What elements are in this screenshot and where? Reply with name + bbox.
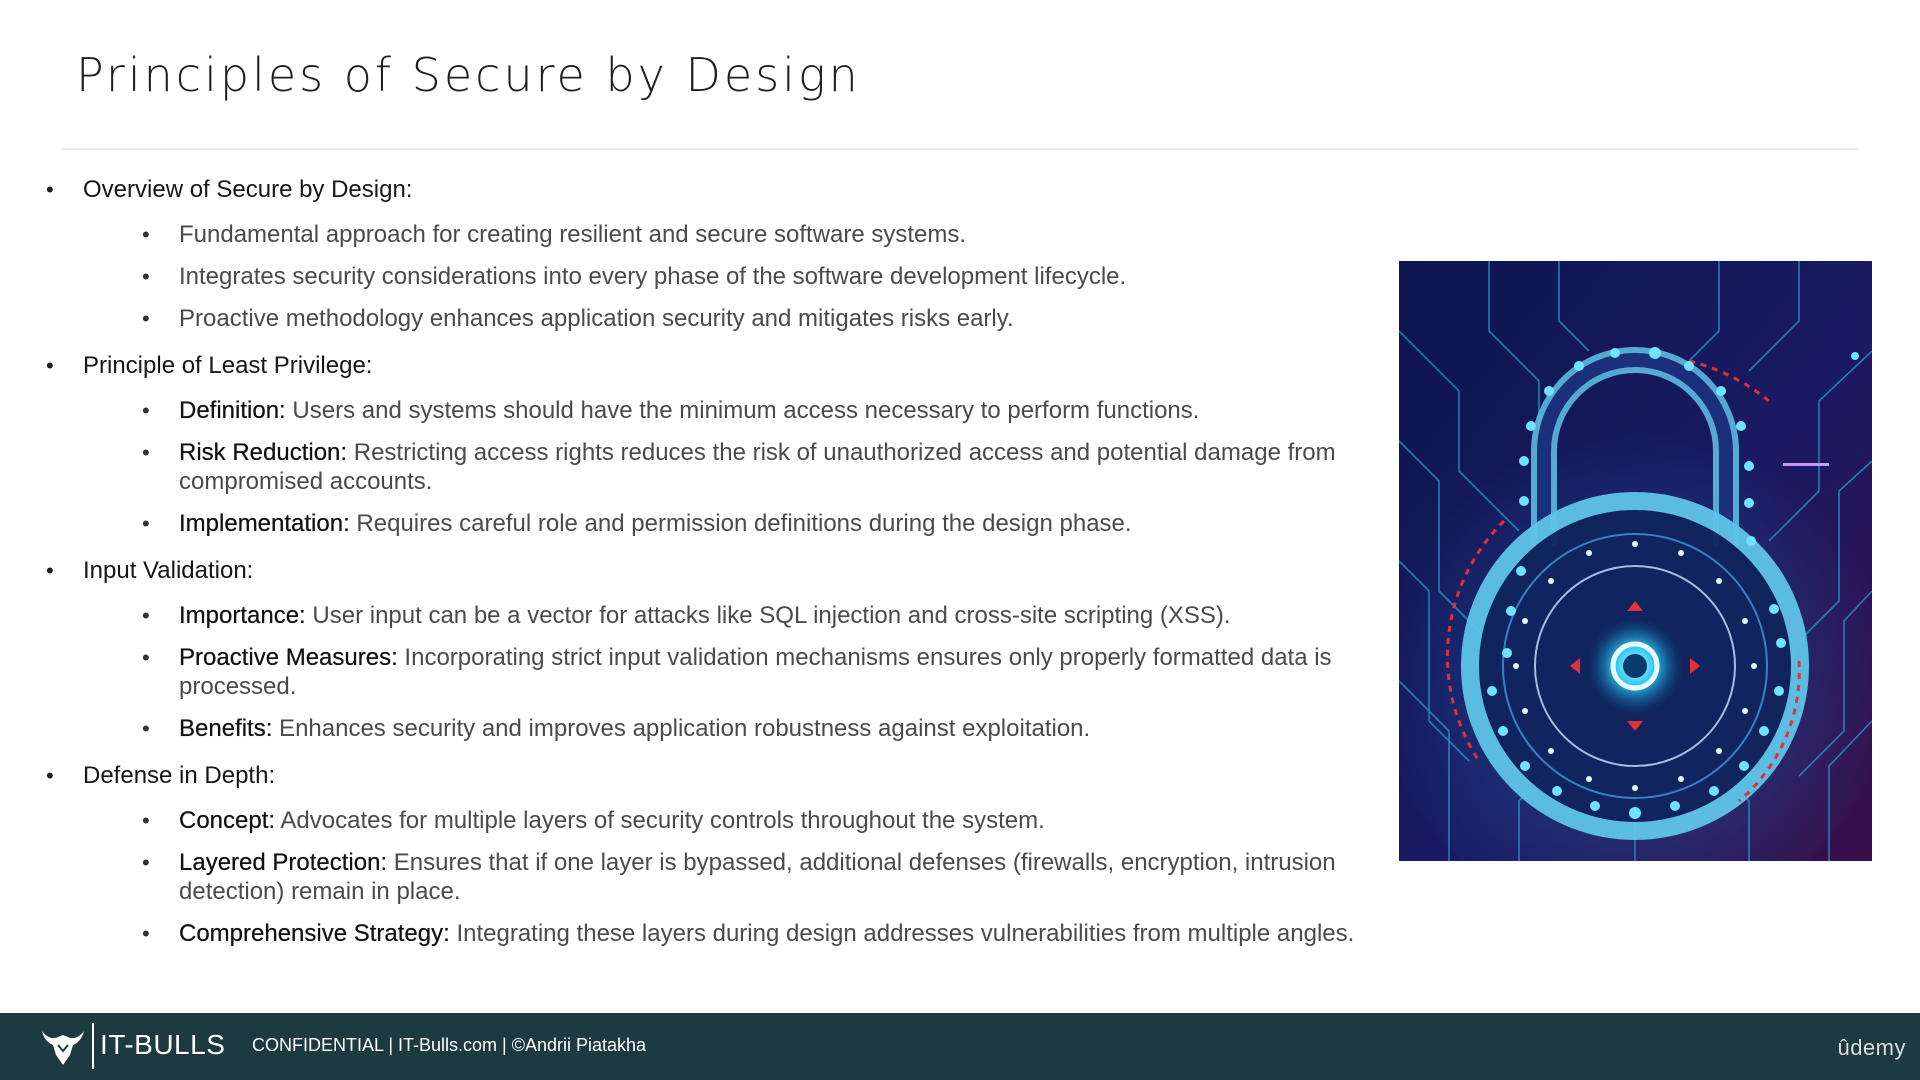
- bullet-text: Users and systems should have the minimum access necessary to perform functions.: [285, 397, 1200, 424]
- bullet-text: Integrates security considerations into every phase of the software development lifecycle.: [179, 263, 1127, 290]
- bullet-label: Implementation:: [179, 510, 350, 537]
- bullet-label: Comprehensive Strategy:: [179, 920, 450, 947]
- sub-bullet: [46, 806, 1386, 835]
- section-heading: • Input Validation:: [46, 551, 1386, 591]
- bullet-label: Importance:: [179, 602, 306, 629]
- section-overview: [46, 170, 1386, 333]
- bullet-text: Requires careful role and permission definitions during the design phase.: [349, 510, 1132, 537]
- section-heading: • Defense in Depth:: [46, 756, 1386, 796]
- sub-bullet: [46, 262, 1386, 291]
- bullet-text: User input can be a vector for attacks like SQL injection and cross-site scripting (XSS).: [305, 602, 1231, 629]
- bullet-text: Advocates for multiple layers of security controls throughout the system.: [275, 807, 1045, 834]
- padlock-circuit-icon: [1399, 261, 1872, 861]
- sub-bullet: [46, 220, 1386, 249]
- bullet-label: Concept:: [179, 807, 276, 834]
- bullet-label: Risk Reduction:: [179, 439, 348, 466]
- bullet-text: Ensures that if one layer is bypassed, additional defenses (firewalls, encryption, intrusion detection) remain in place.: [179, 849, 1336, 905]
- bullet-label: Definition:: [179, 397, 286, 424]
- sub-bullet: [46, 601, 1386, 630]
- section-heading: • Principle of Least Privilege:: [46, 346, 1386, 386]
- title-divider: [62, 148, 1858, 150]
- footer-info: CONFIDENTIAL | IT-Bulls.com | ©Andrii Piatakha: [252, 1035, 647, 1055]
- sub-bullet: [46, 396, 1386, 425]
- logo-divider: [92, 1023, 94, 1069]
- bullet-label: Benefits:: [179, 715, 273, 742]
- sub-bullet-list: [46, 806, 1386, 948]
- sub-bullet: [46, 714, 1386, 743]
- sub-bullet: [46, 848, 1386, 906]
- bullet-label: Proactive Measures:: [179, 644, 398, 671]
- bullet-content: [46, 170, 1386, 961]
- sub-bullet-list: [46, 396, 1386, 538]
- company-logo-text: IT-BULLS: [100, 1029, 226, 1060]
- sub-bullet-list: [46, 220, 1386, 333]
- sub-bullet: [46, 643, 1386, 701]
- bullet-text: Incorporating strict input validation mechanisms ensures only properly formatted data is processed.: [179, 644, 1332, 700]
- bullet-text: Enhances security and improves application robustness against exploitation.: [272, 715, 1091, 742]
- bullet-text: Integrating these layers during design addresses vulnerabilities from multiple angles.: [449, 920, 1355, 947]
- section-heading: • Overview of Secure by Design:: [46, 170, 1386, 210]
- bullet-label: Layered Protection:: [179, 849, 388, 876]
- footer-bar: [0, 1013, 1920, 1080]
- sub-bullet: [46, 304, 1386, 333]
- sub-bullet: [46, 919, 1386, 948]
- sub-bullet: [46, 509, 1386, 538]
- section-least-privilege: [46, 346, 1386, 538]
- sub-bullet-list: [46, 601, 1386, 743]
- bullet-text: Restricting access rights reduces the risk of unauthorized access and potential damage from compromised accounts.: [179, 439, 1336, 495]
- bull-logo-icon: [40, 1025, 86, 1069]
- section-defense-in-depth: [46, 756, 1386, 948]
- sub-bullet: [46, 438, 1386, 496]
- bullet-text: Proactive methodology enhances application security and mitigates risks early.: [179, 305, 1014, 332]
- bullet-text: Fundamental approach for creating resilient and secure software systems.: [179, 221, 967, 248]
- section-input-validation: [46, 551, 1386, 743]
- slide-title: Principles of Secure by Design: [76, 48, 861, 102]
- udemy-watermark: ûdemy: [1837, 1035, 1906, 1060]
